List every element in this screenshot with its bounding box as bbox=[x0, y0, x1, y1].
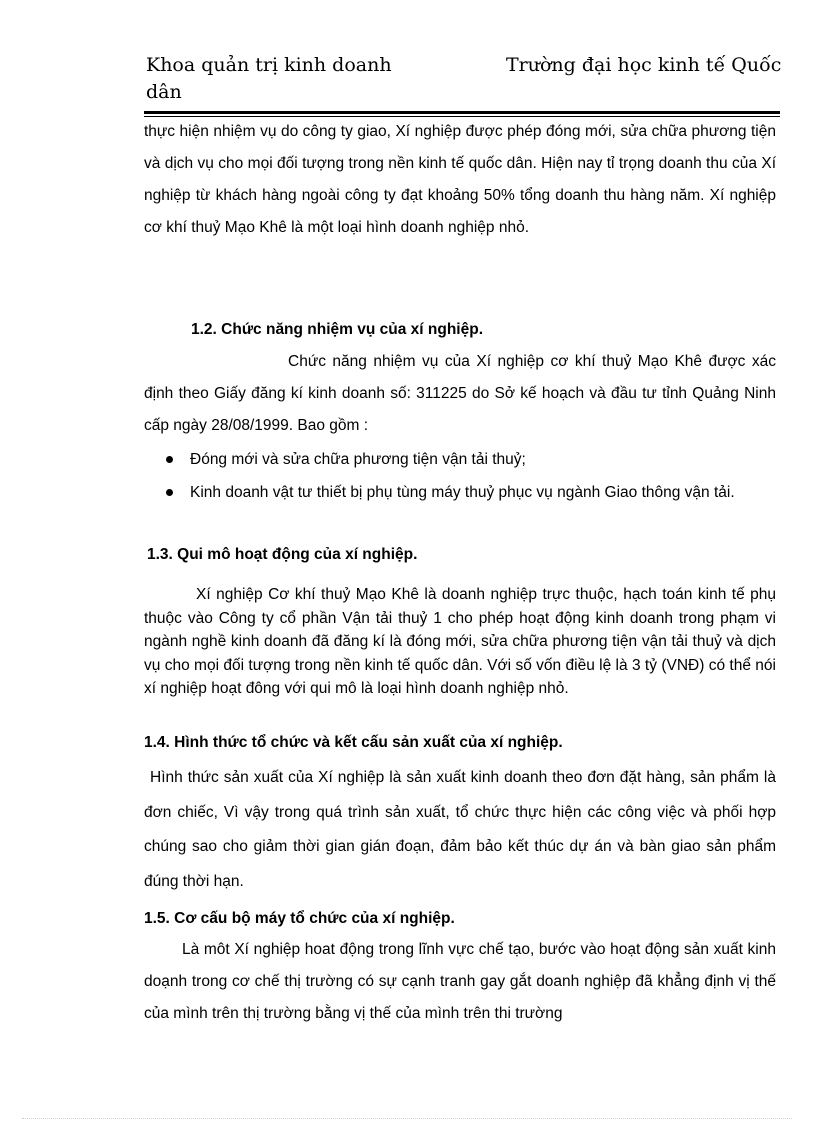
header-faculty-title: Khoa quản trị kinh doanh bbox=[146, 54, 392, 76]
bullet-dot-icon bbox=[166, 489, 173, 496]
section-1-4-heading: 1.4. Hình thức tổ chức và kết cấu sản xuất của xí nghiệp. bbox=[144, 734, 563, 751]
section-1-5-paragraph: Là môt Xí nghiệp hoat động trong lĩnh vực chế tạo, bước vào hoạt động sản xuất kinh doạnh trong cơ chế thị trường có sự cạnh tranh gay gắt doanh nghiệp đã khẳng định vị thế của mình trên thị trường bằng vị thế của mình trên thi trường bbox=[144, 941, 776, 1022]
header-university-title-continued: dân bbox=[146, 81, 182, 103]
section-1-2-heading: 1.2. Chức năng nhiệm vụ của xí nghiệp. bbox=[191, 321, 484, 338]
section-1-2-paragraph: Chức năng nhiệm vụ của Xí nghiệp cơ khí thuỷ Mạo Khê được xác định theo Giấy đăng kí kinh doanh số: 311225 do Sở kế hoạch và đầu tư tỉnh Quảng Ninh cấp ngày 28/08/1999. Bao gồm : bbox=[144, 353, 776, 434]
bullet-text: Đóng mới và sửa chữa phương tiện vận tải thuỷ; bbox=[190, 451, 526, 468]
section-1-2-bullet-list bbox=[144, 444, 776, 510]
section-1-3-heading: 1.3. Qui mô hoạt động của xí nghiệp. bbox=[147, 546, 418, 563]
page-bottom-border bbox=[22, 1118, 792, 1119]
bullet-dot-icon bbox=[166, 456, 173, 463]
header-university-title: Trường đại học kinh tế Quốc bbox=[506, 54, 782, 76]
list-item bbox=[144, 477, 776, 508]
section-1-4-paragraph: Hình thức sản xuất của Xí nghiệp là sản xuất kinh doanh theo đơn đặt hàng, sản phẩm là đơn chiếc, Vì vậy trong quá trình sản xuất, tổ chức thực hiện các công việc và phối hợp chúng sao cho giảm thời gian gián đoạn, đảm bảo kết thúc dự án và bàn giao sản phẩm đúng thời hạn. bbox=[144, 769, 776, 890]
section-1-3-paragraph: Xí nghiệp Cơ khí thuỷ Mạo Khê là doanh nghiệp trực thuộc, hạch toán kinh tế phụ thuộc vào Công ty cổ phần Vận tải thuỷ 1 cho phép hoạt động kinh doanh trong phạm vi ngành nghề kinh doanh đã đăng kí là đóng mới, sửa chữa phương tiện vận tải thuỷ và dịch vụ cho mọi đối tượng trong nền kinh tế quốc dân. Với số vốn điều lệ là 3 tỷ (VNĐ) có thể nói xí nghiệp hoạt đông với qui mô là loại hình doanh nghiệp nhỏ. bbox=[144, 586, 776, 697]
section-1-5-heading: 1.5. Cơ cấu bộ máy tổ chức của xí nghiệp. bbox=[144, 910, 455, 927]
header-divider-thick bbox=[144, 111, 780, 114]
intro-paragraph: thực hiện nhiệm vụ do công ty giao, Xí nghiệp được phép đóng mới, sửa chữa phương tiện và dịch vụ cho mọi đối tượng trong nền kinh tế quốc dân. Hiện nay tỉ trọng doanh thu của Xí nghiệp từ khách hàng ngoài công ty đạt khoảng 50% tổng doanh thu hàng năm. Xí nghiệp cơ khí thuỷ Mạo Khê là một loại hình doanh nghiệp nhỏ. bbox=[144, 123, 776, 236]
list-item bbox=[144, 444, 776, 475]
bullet-text: Kinh doanh vật tư thiết bị phụ tùng máy thuỷ phục vụ ngành Giao thông vận tải. bbox=[190, 484, 735, 501]
